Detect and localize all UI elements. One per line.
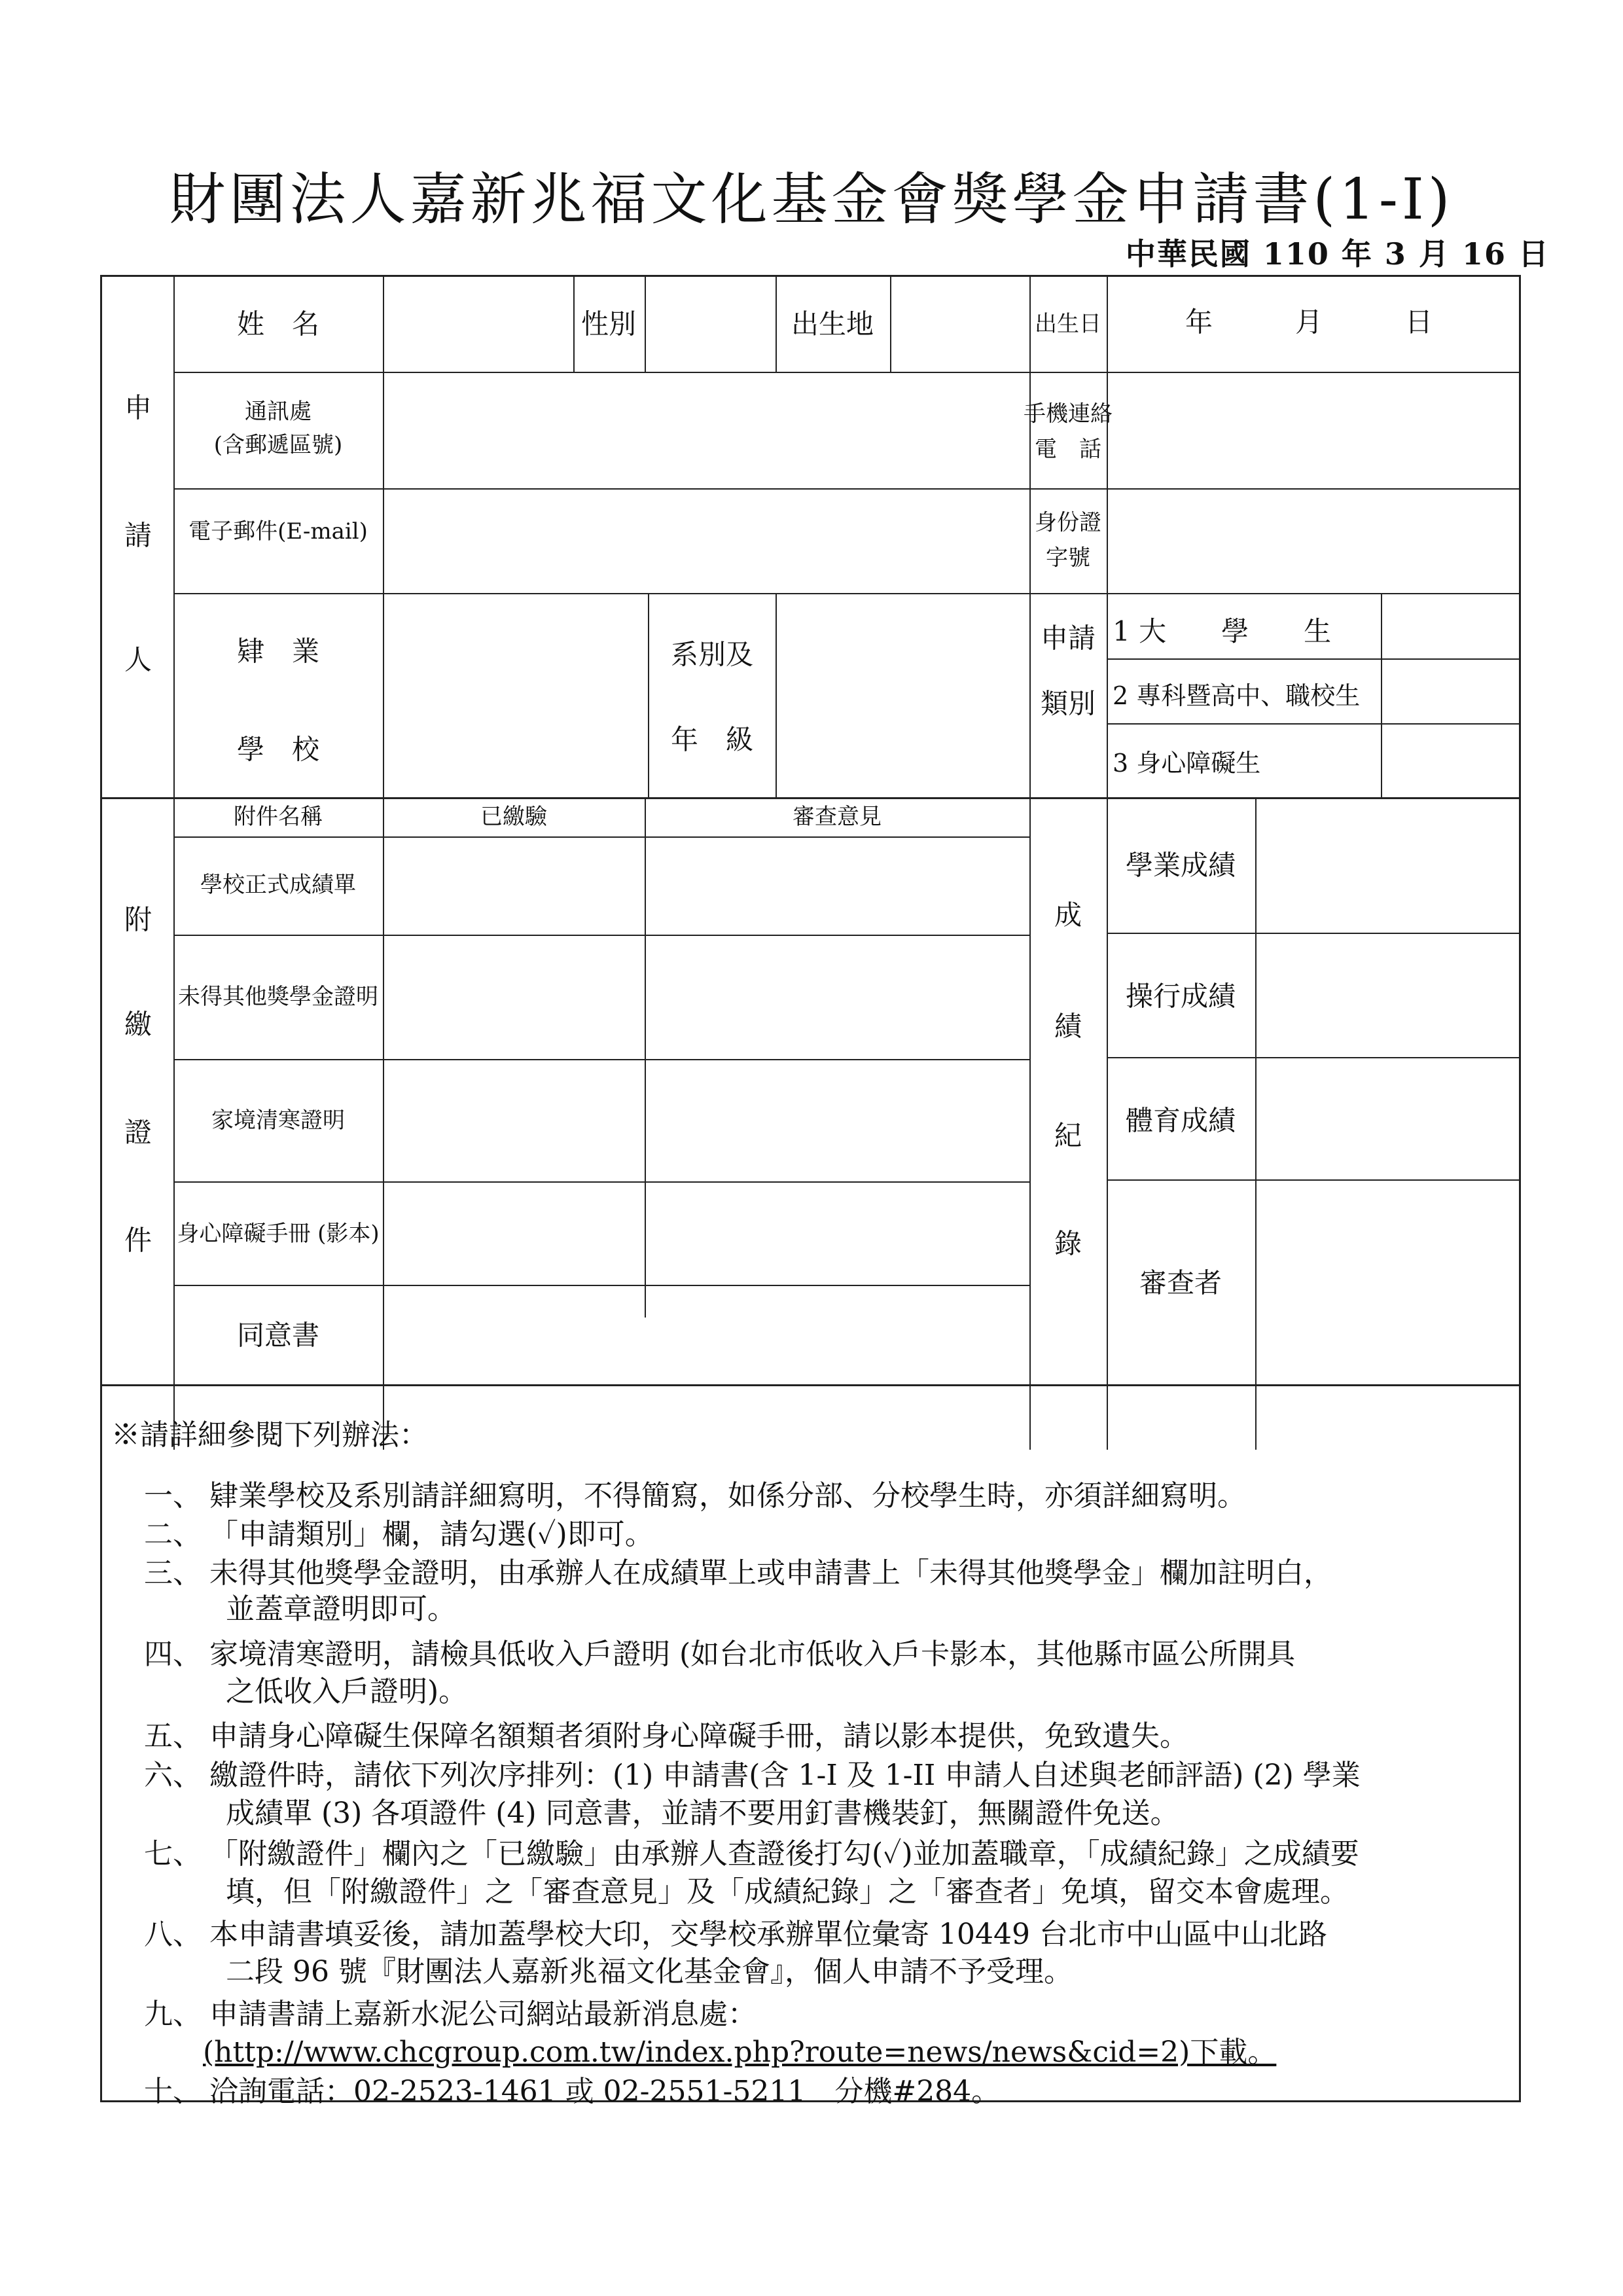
category-checkbox-disability[interactable] <box>1382 725 1520 796</box>
dept-grade-input[interactable] <box>777 594 1028 796</box>
category-option-disability: 3 身心障礙生 <box>1113 749 1261 778</box>
attach-item-consent: 同意書 <box>236 1319 320 1352</box>
reviewer-label: 審查者 <box>1139 1266 1222 1299</box>
grid-line <box>1029 275 1031 797</box>
attach-disability-review-input[interactable] <box>646 1183 1028 1283</box>
school-label-line1: 肄 業 <box>236 635 320 668</box>
mobile-label-line2: 電 話 <box>1035 437 1101 463</box>
grade-conduct-input[interactable] <box>1257 934 1520 1056</box>
applicant-section-char-3: 人 <box>124 643 152 676</box>
id-number-input[interactable] <box>1108 490 1520 592</box>
note-number: 五、 <box>144 1719 202 1753</box>
applicant-section-char-1: 申 <box>124 391 152 424</box>
address-label <box>214 395 343 462</box>
grid-line <box>1107 797 1108 1450</box>
birthplace-label: 出生地 <box>791 308 874 340</box>
category-option-university: 1 大 學 生 <box>1113 615 1332 647</box>
grades-section-char-4: 錄 <box>1054 1227 1082 1260</box>
attach-section-char-3: 證 <box>124 1116 152 1149</box>
attach-transcript-review-input[interactable] <box>646 838 1028 933</box>
grade-pe-label: 體育成績 <box>1125 1104 1236 1137</box>
reviewer-input[interactable] <box>1257 1181 1520 1383</box>
category-checkbox-college[interactable] <box>1382 660 1520 722</box>
note-text-continued: 成績單 (3) 各項證件 (4) 同意書，並請不要用釘書機裝釘，無關證件免送。 <box>226 1797 1179 1830</box>
name-label: 姓 名 <box>236 308 320 340</box>
grade-pe-input[interactable] <box>1257 1058 1520 1178</box>
note-text: 繳證件時，請依下列次序排列：(1) 申請書(含 1-I 及 1-II 申請人自述與老師評語) (2) 學業 <box>209 1759 1361 1792</box>
attach-consent-input[interactable] <box>384 1286 1028 1383</box>
grades-section-char-3: 紀 <box>1054 1119 1082 1152</box>
note-number: 七、 <box>144 1837 202 1871</box>
grid-line <box>100 1384 1521 1386</box>
attach-low-income-review-input[interactable] <box>646 1060 1028 1180</box>
attach-item-no-other-scholarship: 未得其他獎學金證明 <box>178 983 378 1010</box>
dept-label-line2: 年 級 <box>670 723 754 756</box>
note-text: 肄業學校及系別請詳細寫明，不得簡寫，如係分部、分校學生時，亦須詳細寫明。 <box>209 1479 1246 1513</box>
note-number: 六、 <box>144 1759 202 1792</box>
attach-section-char-1: 附 <box>124 903 152 936</box>
gender-label: 性別 <box>580 308 637 340</box>
note-text: 未得其他獎學金證明，由承辦人在成績單上或申請書上「未得其他獎學金」欄加註明白， <box>209 1556 1332 1590</box>
email-input[interactable] <box>384 490 1028 592</box>
note-text-continued: 填，但「附繳證件」之「審查意見」及「成績紀錄」之「審查者」免填，留交本會處理。 <box>226 1875 1349 1909</box>
birthdate-input[interactable]: 年 月 日 <box>1185 306 1433 338</box>
note-number: 一、 <box>144 1479 202 1513</box>
birthdate-label: 出生日 <box>1035 310 1101 337</box>
note-text: 本申請書填妥後，請加蓋學校大印，交學校承辦單位彙寄 10449 台北市中山區中山北路 <box>209 1918 1327 1951</box>
note-text: 申請書請上嘉新水泥公司網站最新消息處： <box>209 1998 757 2031</box>
category-option-college: 2 專科暨高中、職校生 <box>1113 681 1361 710</box>
category-checkbox-university[interactable] <box>1382 594 1520 657</box>
email-label: 電子郵件(E-mail) <box>188 518 368 545</box>
grid-line <box>1029 797 1031 1450</box>
attach-disability-paid-input[interactable] <box>384 1183 643 1283</box>
mobile-input[interactable] <box>1108 373 1520 487</box>
id-label <box>1035 505 1101 577</box>
note-number: 二、 <box>144 1518 202 1551</box>
mobile-label-line1: 手機連絡 <box>1024 401 1113 427</box>
mobile-label <box>1024 397 1113 468</box>
note-number: 八、 <box>144 1918 202 1951</box>
note-text: 申請身心障礙生保障名額類者須附身心障礙手冊，請以影本提供，免致遺失。 <box>209 1719 1188 1753</box>
grades-section-char-2: 績 <box>1054 1010 1082 1043</box>
id-label-line1: 身份證 <box>1035 509 1101 536</box>
grade-conduct-label: 操行成績 <box>1125 980 1236 1013</box>
grid-line <box>648 593 649 797</box>
attach-transcript-paid-input[interactable] <box>384 838 643 933</box>
note-text: 「附繳證件」欄內之「已繳驗」由承辦人查證後打勾(✓)並加蓋職章，「成績紀錄」之成績要 <box>209 1837 1359 1871</box>
attach-section-char-2: 繳 <box>124 1008 152 1041</box>
note-number: 九、 <box>144 1998 202 2031</box>
school-input[interactable] <box>384 594 647 796</box>
attach-item-low-income: 家境清寒證明 <box>211 1107 345 1134</box>
grid-line <box>173 275 175 1450</box>
download-link[interactable]: (http://www.chcgroup.com.tw/index.php?route=news/news&cid=2)下載。 <box>203 2036 1277 2069</box>
id-label-line2: 字號 <box>1046 545 1090 571</box>
name-input[interactable] <box>384 276 572 370</box>
attach-item-transcript: 學校正式成績單 <box>200 871 356 898</box>
grades-section-char-1: 成 <box>1054 899 1082 931</box>
note-text: 「申請類別」欄，請勾選(✓)即可。 <box>209 1518 654 1551</box>
grade-academic-input[interactable] <box>1257 798 1520 931</box>
note-text: 洽詢電話：02-2523-1461 或 02-2551-5211 分機#284。 <box>209 2075 1001 2108</box>
form-title: 財團法人嘉新兆福文化基金會獎學金申請書(1-I) <box>169 167 1454 232</box>
attach-header-paid: 已繳驗 <box>480 803 547 830</box>
note-number: 三、 <box>144 1556 202 1590</box>
attach-section-char-4: 件 <box>124 1224 152 1257</box>
attach-low-income-paid-input[interactable] <box>384 1060 643 1180</box>
note-text-continued: 之低收入戶證明)。 <box>226 1675 468 1708</box>
note-text-continued: 並蓋章證明即可。 <box>226 1592 456 1626</box>
note-number: 四、 <box>144 1638 202 1671</box>
school-label-line2: 學 校 <box>236 733 320 766</box>
gender-input[interactable] <box>646 276 774 370</box>
address-label-line2: (含郵遞區號) <box>213 432 343 458</box>
attach-no-other-paid-input[interactable] <box>384 936 643 1058</box>
note-number: 十、 <box>144 2075 202 2108</box>
category-label-line1: 申請 <box>1040 622 1096 655</box>
notes-heading: ※請詳細參閱下列辦法： <box>111 1418 428 1452</box>
address-label-line1: 通訊處 <box>245 399 312 425</box>
note-text: 家境清寒證明，請檢具低收入戶證明 (如台北市低收入戶卡影本，其他縣市區公所開具 <box>209 1638 1296 1671</box>
dept-label-line1: 系別及 <box>670 638 754 671</box>
category-label-line2: 類別 <box>1040 687 1096 720</box>
applicant-section-char-2: 請 <box>124 519 152 552</box>
attach-header-name: 附件名稱 <box>234 803 323 830</box>
grade-academic-label: 學業成績 <box>1125 849 1236 882</box>
grid-line <box>776 275 777 372</box>
attach-header-review: 審查意見 <box>793 803 882 830</box>
attach-item-disability-handbook: 身心障礙手冊 (影本) <box>177 1220 380 1247</box>
note-text-continued: 二段 96 號『財團法人嘉新兆福文化基金會』，個人申請不予受理。 <box>226 1955 1073 1988</box>
grid-line <box>573 275 575 372</box>
birthplace-input[interactable] <box>891 276 1028 370</box>
address-input[interactable] <box>384 373 1028 487</box>
attach-no-other-review-input[interactable] <box>646 936 1028 1058</box>
form-date: 中華民國 110 年 3 月 16 日 <box>1125 236 1550 272</box>
